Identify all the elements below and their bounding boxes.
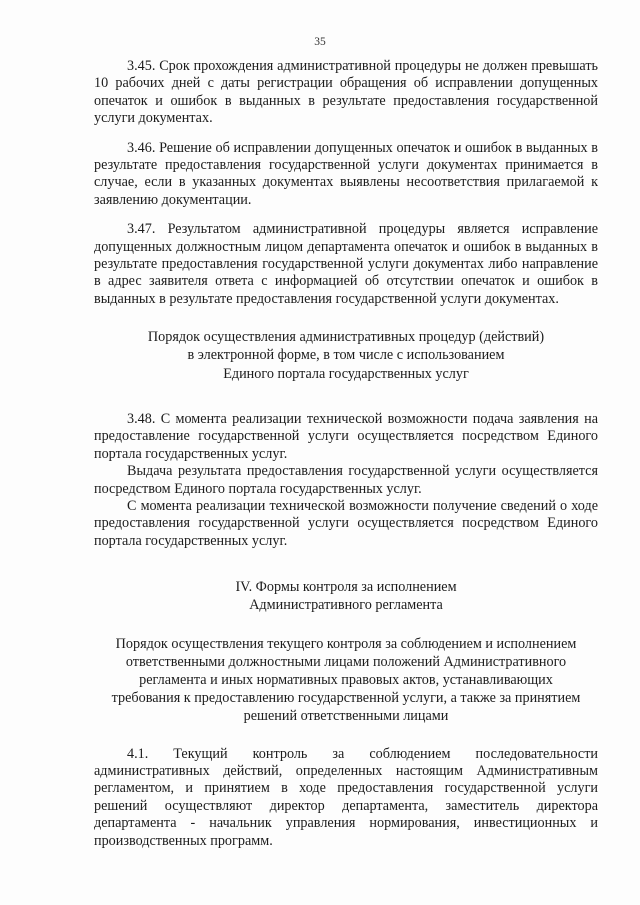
paragraph-3-48-status: С момента реализации технической возможности получение сведений о ходе предоставления государственной услуги осуществляется посредством Единого портала государственных услуг. bbox=[94, 497, 598, 549]
heading-line: Единого портала государственных услуг bbox=[223, 365, 469, 382]
paragraph-3-46: 3.46. Решение об исправлении допущенных опечаток и ошибок в выданных в результате предоставления государственной услуги документах принимается в случае, если в указанных документах выявлены несоответствия прилагаемой к заявлению документации. bbox=[94, 139, 598, 208]
heading-line: решений ответственными лицами bbox=[243, 708, 449, 725]
heading-line: ответственными должностными лицами положений Административного bbox=[125, 653, 567, 670]
heading-line: требования к предоставлению государственной услуги, а также за принятием bbox=[111, 690, 581, 707]
heading-line: Административного регламента bbox=[249, 597, 443, 614]
heading-line: в электронной форме, в том числе с использованием bbox=[187, 347, 505, 364]
heading-section-iv bbox=[94, 578, 598, 614]
paragraph-3-47: 3.47. Результатом административной процедуры является исправление допущенных должностным лицом департамента опечаток и ошибок в выданных в результате предоставления государственной услуги документах либо направление в адрес заявителя ответа с информацией об отсутствии опечаток и ошибок в выданных в результате предоставления государственной услуги документах. bbox=[94, 221, 598, 307]
heading-electronic-procedures bbox=[94, 328, 598, 383]
paragraph-3-48: 3.48. С момента реализации технической возможности подача заявления на предоставление государственной услуги осуществляется посредством Единого портала государственных услуг. bbox=[94, 410, 598, 462]
page-number: 35 bbox=[314, 36, 326, 48]
heading-line: Порядок осуществления административных процедур (действий) bbox=[147, 329, 545, 346]
heading-current-control bbox=[94, 635, 598, 726]
heading-line: IV. Формы контроля за исполнением bbox=[235, 579, 457, 596]
heading-line: регламента и иных нормативных правовых актов, устанавливающих bbox=[139, 671, 553, 688]
paragraph-4-1: 4.1. Текущий контроль за соблюдением последовательности административных действий, определенных настоящим Административным регламентом, и принятием в ходе предоставления государственной услуги решений осуществляют директор департамента, заместитель директора департамента - начальник управления нормирования, инвестиционных и производственных программ. bbox=[94, 745, 598, 849]
document-body bbox=[94, 58, 598, 850]
heading-line: Порядок осуществления текущего контроля за соблюдением и исполнением bbox=[115, 635, 577, 652]
paragraph-3-45: 3.45. Срок прохождения административной процедуры не должен превышать 10 рабочих дней с даты регистрации обращения об исправлении допущенных опечаток и ошибок в выданных в результате предоставления государственной услуги документах. bbox=[94, 58, 598, 127]
paragraph-3-48-result: Выдача результата предоставления государственной услуги осуществляется посредством Единого портала государственных услуг. bbox=[94, 463, 598, 497]
